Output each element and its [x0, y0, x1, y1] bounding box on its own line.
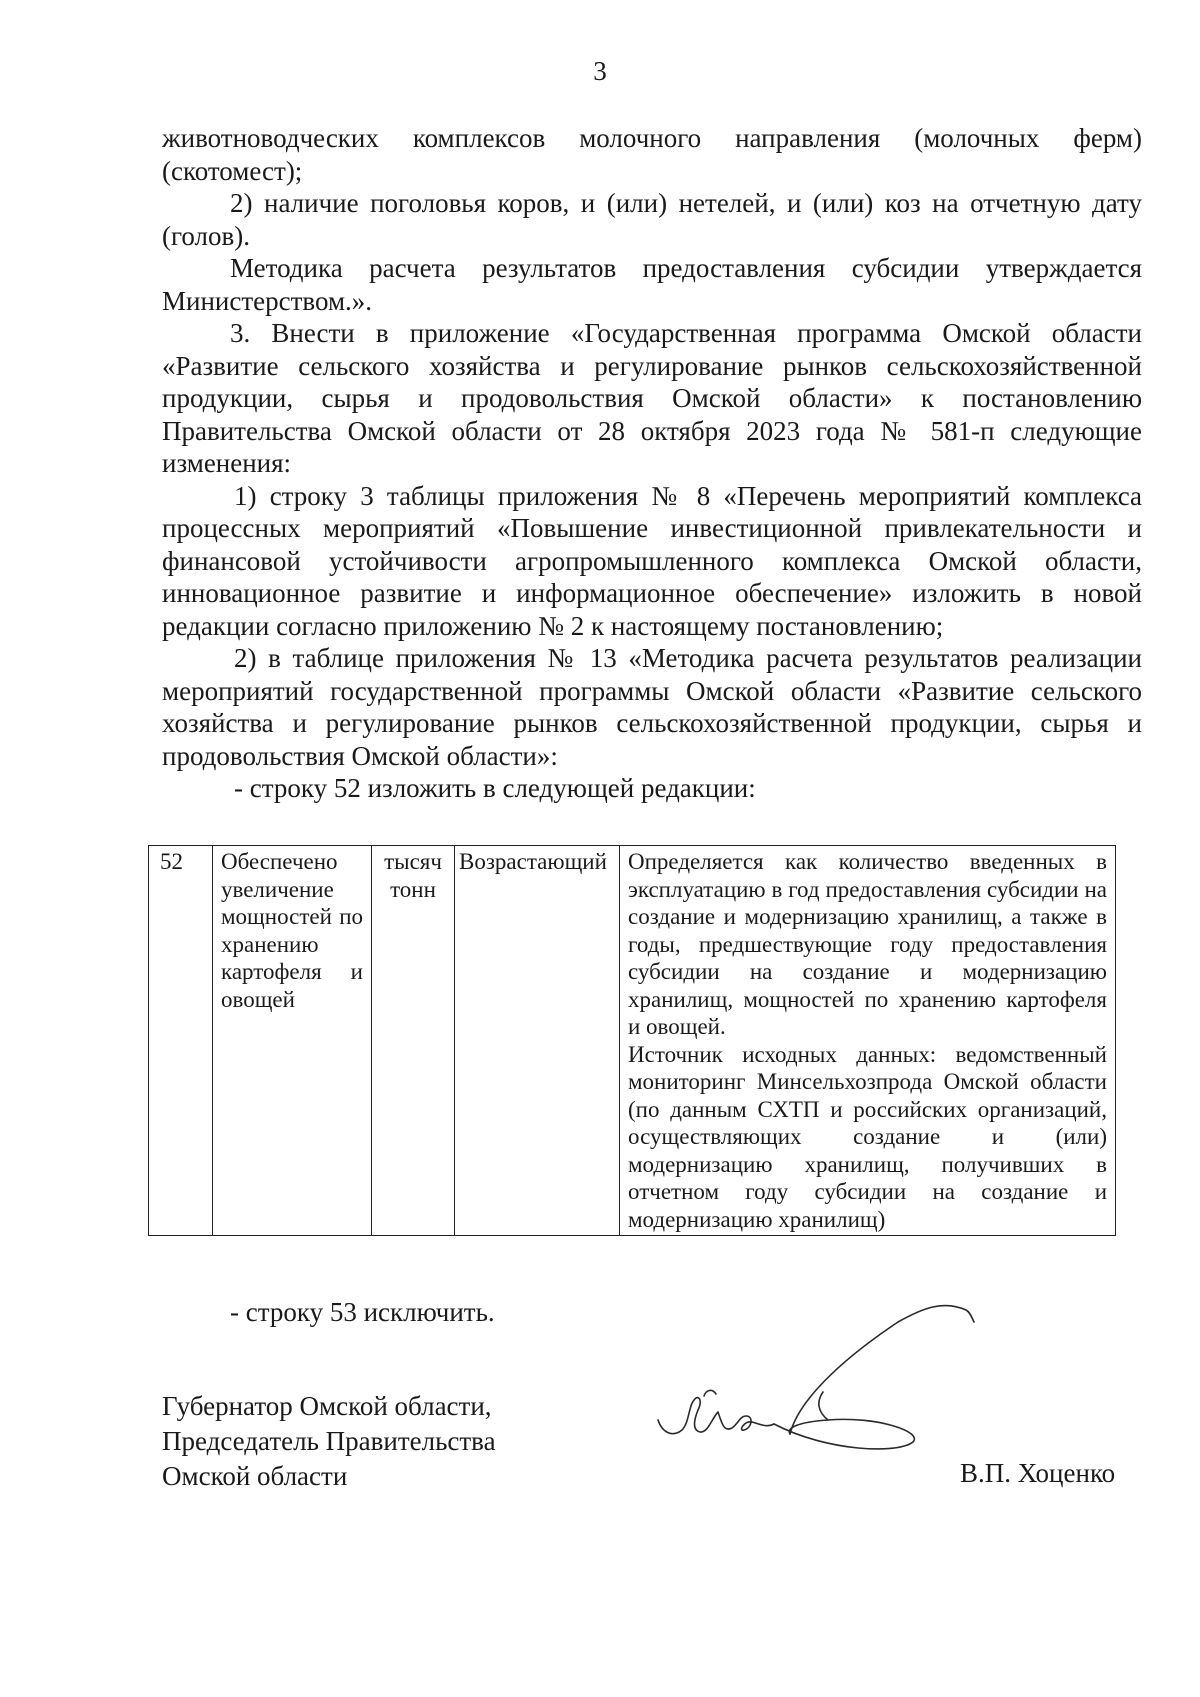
- body-text: [162, 122, 1142, 805]
- handwritten-signature: [648, 1292, 1008, 1482]
- paragraph-methodology: Методика расчета результатов предоставления субсидии утверждается Министерством.».: [162, 253, 1142, 316]
- paragraph-continuation: животноводческих комплексов молочного направления (молочных ферм) (скотомест);: [162, 123, 1142, 186]
- signer-name: В.П. Хоценко: [960, 1458, 1116, 1488]
- signer-title-line-2: Председатель Правительства: [162, 1426, 496, 1456]
- calculation-description: Определяется как количество введенных в эксплуатацию в год предоставления субсидии на создание и модернизацию хранилищ, а также в годы, предшествующие году предоставления субсидии на создание и модернизацию хранилищ, мощностей по хранению картофеля и овощей.: [628, 849, 1107, 1039]
- data-source: Источник исходных данных: ведомственный мониторинг Минсельхозпрода Омской области (по данным СХТП и российских организаций, осуществляющих создание и (или) модернизацию хранилищ, получивших в отчетном году субсидии на создание и модернизацию хранилищ): [628, 1041, 1107, 1232]
- page-number: 3: [593, 56, 607, 86]
- paragraph-point-3: 3. Внести в приложение «Государственная программа Омской области «Развитие сельского хозяйства и регулирование рынков сельскохозяйственной продукции, сырья и продовольствия Омской области» к постановлению Правительства Омской области от 28 октября 2023 года № 581-п следующие изменения:: [162, 318, 1142, 478]
- paragraph-subpoint-2: 2) в таблице приложения № 13 «Методика расчета результатов реализации мероприятий государственной программы Омской области «Развитие сельского хозяйства и регулирование рынков сельскохозяйственной продукции, сырья и продовольствия Омской области»:: [162, 643, 1142, 771]
- signer-title-line-1: Губернатор Омской области,: [162, 1391, 492, 1421]
- cell-row-number: 52: [149, 846, 213, 1236]
- paragraph-row-52-intro: - строку 52 изложить в следующей редакции:: [234, 773, 756, 803]
- cell-direction: Возрастающий: [455, 846, 620, 1236]
- row-53-exclusion: - строку 53 исключить.: [230, 1297, 495, 1327]
- methodology-table: [148, 845, 1116, 1236]
- table-row: [149, 846, 1116, 1236]
- cell-result-name: Обеспечено увеличение мощностей по хранению картофеля и овощей: [213, 846, 372, 1236]
- cell-calculation-method: [620, 846, 1116, 1236]
- signer-title-line-3: Омской области: [162, 1461, 348, 1491]
- cell-unit: тысяч тонн: [372, 846, 455, 1236]
- paragraph-subpoint-1: 1) строку 3 таблицы приложения № 8 «Перечень мероприятий комплекса процессных мероприятий «Повышение инвестиционной привлекательности и финансовой устойчивости агропромышленного комплекса Омской области, инновационное развитие и информационное обеспечение» изложить в новой редакции согласно приложению № 2 к настоящему постановлению;: [162, 480, 1142, 641]
- signer-title: [162, 1389, 496, 1494]
- paragraph-item-2: 2) наличие поголовья коров, и (или) нетелей, и (или) коз на отчетную дату (голов).: [162, 188, 1142, 251]
